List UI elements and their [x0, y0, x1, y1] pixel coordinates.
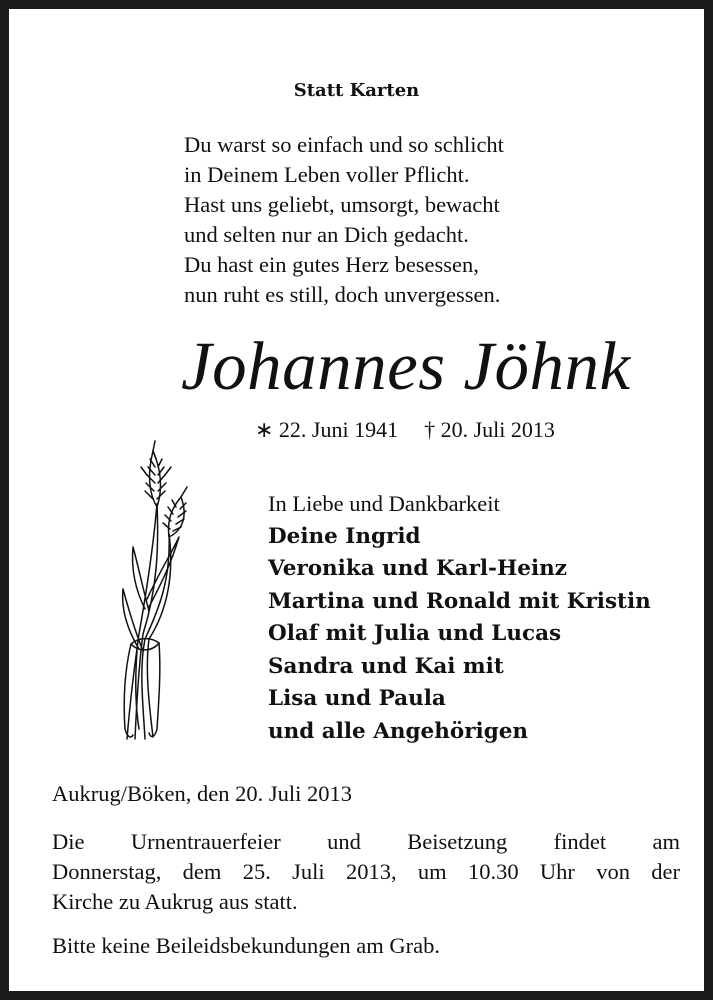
wheat-ears-icon: [109, 439, 209, 749]
poem: [184, 130, 504, 310]
poem-line: nun ruht es still, doch unvergessen.: [184, 282, 501, 307]
service-line: Die Urnentrauerfeier und Beisetzung findet am: [52, 829, 680, 854]
poem-line: und selten nur an Dich gedacht.: [184, 222, 469, 247]
death-date: † 20. Juli 2013: [424, 417, 555, 442]
family-member: und alle Angehörigen: [268, 718, 529, 744]
mourners-block: [268, 488, 651, 748]
deceased-name: Johannes Jöhnk: [181, 328, 631, 404]
family-member: Deine Ingrid: [268, 523, 421, 549]
service-line: Kirche zu Aukrug aus statt.: [52, 889, 298, 914]
service-line: Donnerstag, dem 25. Juli 2013, um 10.30 Uhr von der: [52, 859, 680, 884]
poem-line: Du hast ein gutes Herz besessen,: [184, 252, 479, 277]
birth-date: ∗ 22. Juni 1941: [255, 417, 399, 442]
heading: Statt Karten: [293, 80, 420, 101]
family-member: Veronika und Karl-Heinz: [268, 556, 567, 581]
family-member: Sandra und Kai mit: [268, 653, 504, 679]
poem-line: in Deinem Leben voller Pflicht.: [184, 162, 470, 187]
family-member: Lisa und Paula: [268, 686, 446, 711]
poem-line: Hast uns geliebt, umsorgt, bewacht: [184, 192, 500, 217]
poem-line: Du warst so einfach und so schlicht: [184, 132, 504, 157]
place-and-date: Aukrug/Böken, den 20. Juli 2013: [52, 781, 352, 806]
service-notice: [52, 827, 680, 917]
family-member: Olaf mit Julia und Lucas: [268, 621, 562, 646]
closing-note: Bitte keine Beileidsbekundungen am Grab.: [52, 933, 441, 958]
mourners-intro: In Liebe und Dankbarkeit: [268, 491, 500, 516]
family-member: Martina und Ronald mit Kristin: [268, 588, 651, 614]
life-dates: [255, 417, 555, 443]
